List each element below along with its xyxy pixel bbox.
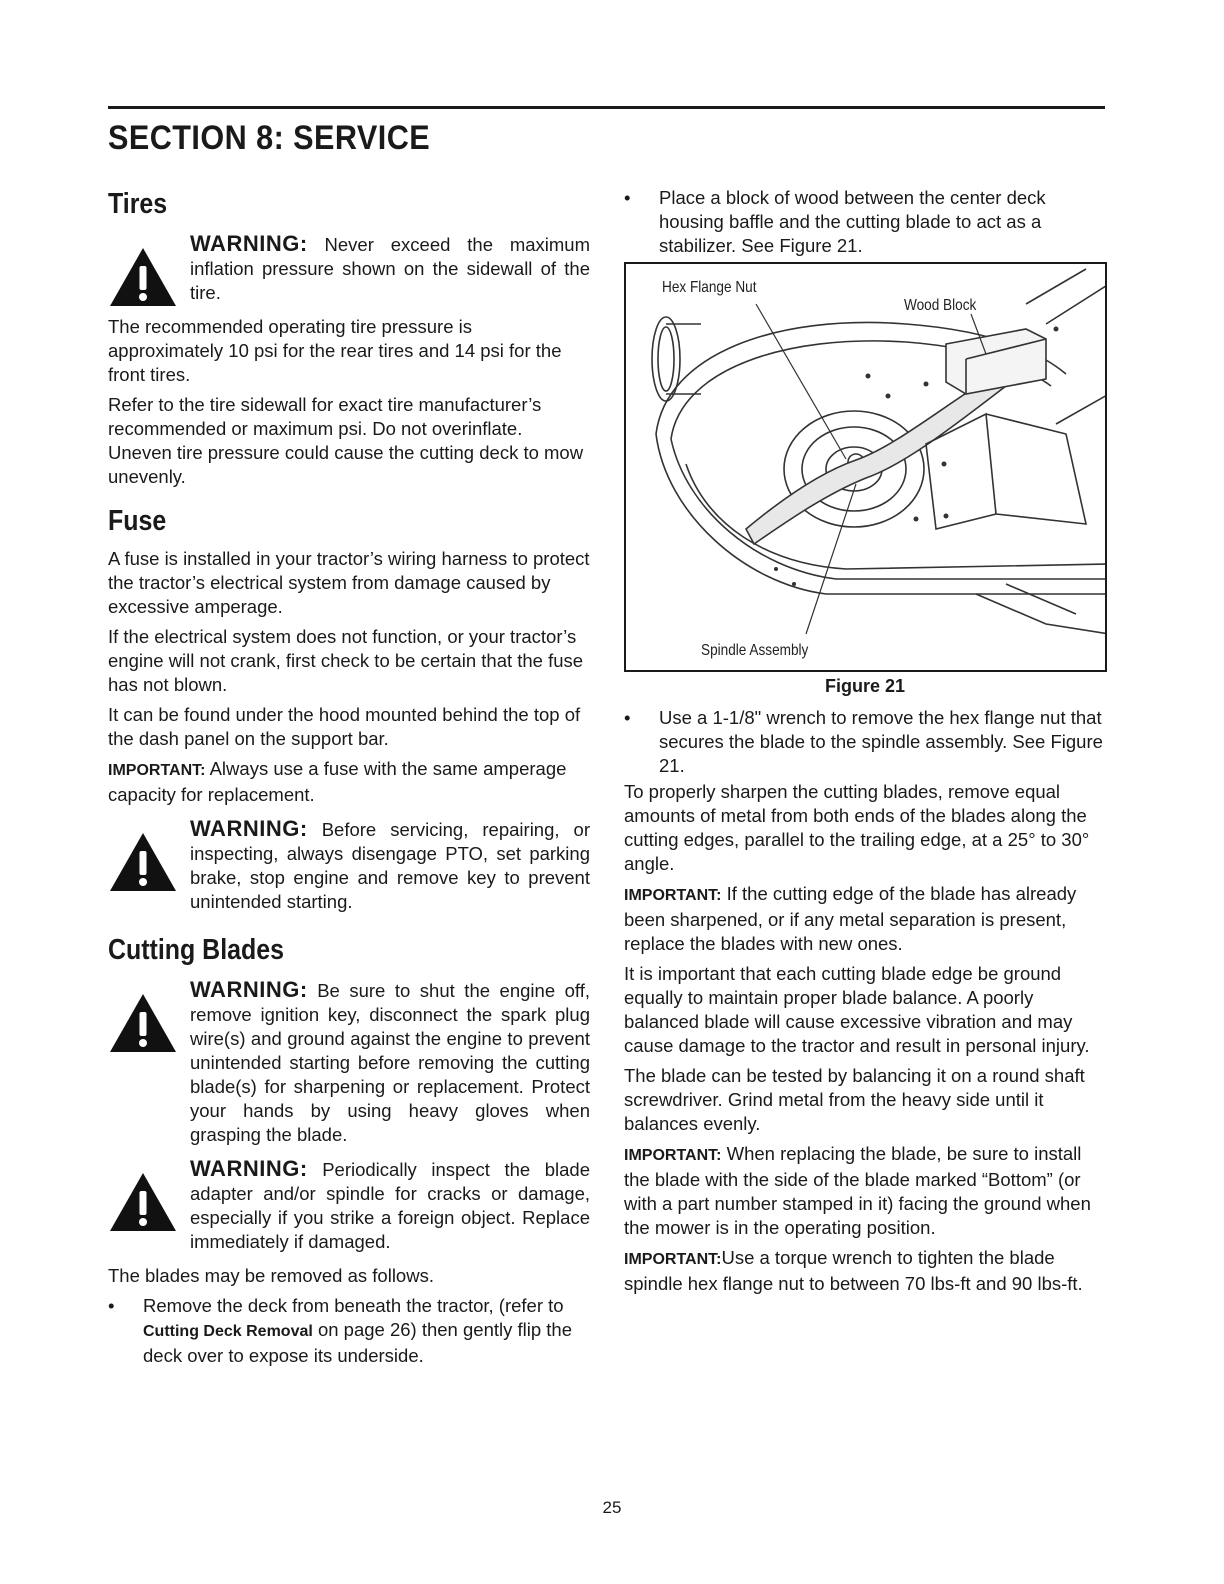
gauge-wheel — [652, 317, 680, 401]
warning-text: Be sure to shut the engine off, remove ignition key, disconnect the spark plug wire(s) and ground against the engine to prevent unintended starting before removing the cutting blade(s) for sharpening or replacement. Protect your hands by using heavy gloves when grasping the blade. — [190, 980, 591, 1145]
blades-warning-1 — [108, 978, 590, 1147]
bullet-text-after: on page 26) then gently flip the deck over to expose its underside. — [143, 1319, 573, 1366]
bullet-text: Use a 1-1/8" wrench to remove the hex flange nut that secures the blade to the spindle assembly. See Figure 21. — [659, 707, 1103, 776]
bullet-text: Place a block of wood between the center deck housing baffle and the cutting blade to act as a stabilizer. See Figure 21. — [659, 187, 1046, 256]
important-text: Use a torque wrench to tighten the blade spindle hex flange nut to between 70 lbs-ft and 90 lbs-ft. — [624, 1247, 1083, 1294]
warning-text: Before servicing, repairing, or inspecting, always disengage PTO, set parking brake, stop engine and remove key to prevent unintended starting. — [190, 819, 590, 912]
warning-text: Periodically inspect the blade adapter and/or spindle for cracks or damage, especially if you strike a foreign object. Replace immediately if damaged. — [190, 1159, 591, 1252]
callout-wood-block: Wood Block — [904, 297, 977, 314]
cross-reference-link[interactable]: Cutting Deck Removal — [143, 1323, 313, 1340]
important-label: IMPORTANT: — [108, 762, 206, 779]
tire-sidewall-paragraph: Refer to the tire sidewall for exact tire manufacturer’s recommended or maximum psi. Do not overinflate. Uneven tire pressure could cause the cutting deck to mow unevenly. — [108, 394, 584, 487]
warning-icon — [108, 831, 178, 893]
section-title: SECTION 8: SERVICE — [108, 119, 431, 157]
figure-21-illustration — [624, 262, 1107, 672]
test-paragraph: The blade can be tested by balancing it on a round shaft screwdriver. Grind metal from the heavy side until it balances evenly. — [624, 1065, 1085, 1134]
left-column — [108, 186, 590, 1370]
important-sharpened — [624, 882, 1106, 956]
important-label: IMPORTANT: — [624, 1251, 722, 1268]
deck-underside-drawing — [626, 264, 1107, 672]
important-text: When replacing the blade, be sure to install the blade with the side of the blade marked “Bottom” (or with a part number stamped in it) facing the ground when the mower is in the operating position. — [624, 1143, 1091, 1238]
blades-warning-2 — [108, 1157, 590, 1254]
important-label: IMPORTANT: — [624, 887, 722, 904]
deck-front-lip-edge — [686, 464, 1107, 569]
cutting-blades-heading: Cutting Blades — [108, 934, 284, 966]
bullet-remove-deck — [108, 1294, 590, 1368]
callout-hex-flange-nut: Hex Flange Nut — [662, 279, 757, 296]
bullet-wrench — [624, 706, 1106, 778]
warning-icon — [108, 246, 178, 308]
wood-block — [946, 329, 1046, 394]
warning-text: Never exceed the maximum inflation pressure shown on the sidewall of the tire. — [190, 234, 591, 303]
bullet-dot: • — [108, 1295, 115, 1316]
warning-icon — [108, 992, 178, 1054]
fuse-paragraph-1: A fuse is installed in your tractor’s wiring harness to protect the tractor’s electrical system from damage caused by excessive amperage. — [108, 548, 590, 617]
tires-warning — [108, 232, 590, 305]
fuse-paragraph-3: It can be found under the hood mounted behind the top of the dash panel on the support bar. — [108, 704, 581, 749]
warning-label: WARNING: — [190, 816, 308, 841]
fuse-warning — [108, 817, 590, 914]
top-rule — [108, 106, 1105, 109]
warning-icon — [108, 1171, 178, 1233]
warning-label: WARNING: — [190, 231, 308, 256]
bullet-dot: • — [624, 707, 631, 728]
warning-label: WARNING: — [190, 1156, 308, 1181]
callout-spindle-assembly: Spindle Assembly — [701, 642, 809, 659]
important-label: IMPORTANT: — [624, 1147, 722, 1164]
important-text: If the cutting edge of the blade has already been sharpened, or if any metal separation is present, replace the blades with new ones. — [624, 883, 1077, 954]
important-torque — [624, 1246, 1106, 1296]
sharpen-paragraph: To properly sharpen the cutting blades, remove equal amounts of metal from both ends of the blades along the cutting edges, parallel to the trailing edge, at a 25° to 30° angle. — [624, 781, 1090, 874]
important-replacing — [624, 1142, 1106, 1240]
right-column — [624, 186, 1106, 1302]
bullet-text-before: Remove the deck from beneath the tractor, (refer to — [143, 1295, 564, 1316]
balance-paragraph: It is important that each cutting blade edge be ground equally to maintain proper blade balance. A poorly balanced blade will cause excessive vibration and may cause damage to the tractor and result in personal injury. — [624, 963, 1090, 1056]
bullet-dot: • — [624, 187, 631, 208]
fuse-heading: Fuse — [108, 505, 167, 537]
important-text: Always use a fuse with the same amperage capacity for replacement. — [108, 758, 567, 805]
bullet-wood-block — [624, 186, 1106, 258]
blades-intro: The blades may be removed as follows. — [108, 1265, 434, 1286]
warning-label: WARNING: — [190, 977, 308, 1002]
tire-pressure-paragraph: The recommended operating tire pressure is approximately 10 psi for the rear tires and 14 psi for the front tires. — [108, 316, 562, 385]
page-number: 25 — [602, 1498, 622, 1517]
fuse-important — [108, 757, 590, 807]
tires-heading: Tires — [108, 188, 168, 220]
figure-caption: Figure 21 — [824, 676, 906, 696]
fuse-paragraph-2: If the electrical system does not function, or your tractor’s engine will not crank, first check to be certain that the fuse has not blown. — [108, 626, 584, 695]
